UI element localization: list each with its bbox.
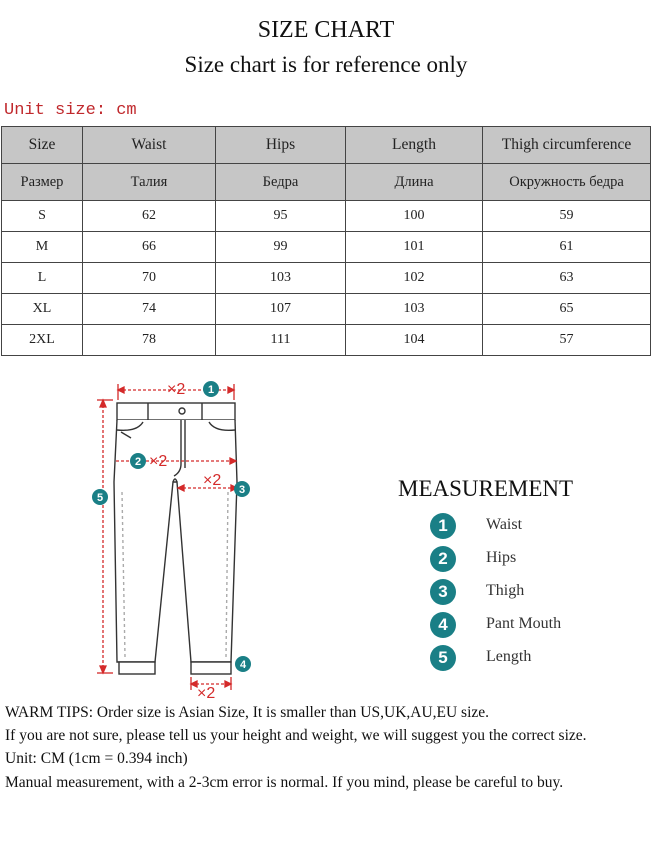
- number-3-icon: 3: [430, 579, 456, 605]
- table-row: [2, 232, 651, 263]
- measurement-title: MEASUREMENT: [398, 476, 574, 501]
- header-cell: Thigh circumference: [483, 127, 651, 164]
- table-cell: 101: [346, 232, 483, 263]
- table-cell: 104: [346, 325, 483, 356]
- legend-label: Length: [486, 648, 532, 665]
- header-cell: Талия: [83, 164, 216, 201]
- table-cell: XL: [2, 294, 83, 325]
- table-row: [2, 263, 651, 294]
- table-row: [2, 294, 651, 325]
- warm-tips: [5, 701, 650, 794]
- header-cell: Бедра: [216, 164, 346, 201]
- unit-label: Unit size: cm: [4, 101, 137, 120]
- header-cell: Length: [346, 127, 483, 164]
- hips-x2-label: ×2: [149, 453, 168, 470]
- marker-2-icon: [130, 453, 146, 469]
- tip-line: Unit: CM (1cm = 0.394 inch): [5, 750, 188, 768]
- header-cell: Size: [2, 127, 83, 164]
- number-2-icon: 2: [430, 546, 456, 572]
- table-cell: 59: [483, 201, 651, 232]
- number-1-icon: 1: [430, 513, 456, 539]
- number-5-icon: 5: [430, 645, 456, 671]
- legend-label: Pant Mouth: [486, 615, 562, 632]
- table-cell: 66: [83, 232, 216, 263]
- tip-line: If you are not sure, please tell us your height and weight, we will suggest you the correct size.: [5, 727, 587, 745]
- marker-5-icon: [92, 489, 108, 505]
- table-cell: 102: [346, 263, 483, 294]
- table-cell: 63: [483, 263, 651, 294]
- page-subtitle: Size chart is for reference only: [184, 52, 468, 77]
- header-cell: Окружность бедра: [483, 164, 651, 201]
- number-4-icon: 4: [430, 612, 456, 638]
- table-cell: 103: [216, 263, 346, 294]
- svg-text:4: 4: [239, 659, 247, 671]
- mouth-x2-label: ×2: [197, 685, 216, 702]
- table-row: [2, 325, 651, 356]
- svg-text:3: 3: [238, 484, 246, 496]
- svg-text:1: 1: [207, 384, 215, 396]
- header-cell: Размер: [2, 164, 83, 201]
- svg-text:2: 2: [134, 456, 142, 468]
- table-row: [2, 201, 651, 232]
- header-cell: Hips: [216, 127, 346, 164]
- tip-line: Manual measurement, with a 2-3cm error is normal. If you mind, please be careful to buy.: [5, 773, 564, 791]
- table-cell: 99: [216, 232, 346, 263]
- marker-3-icon: [234, 481, 250, 497]
- table-cell: 100: [346, 201, 483, 232]
- table-cell: 65: [483, 294, 651, 325]
- table-cell: 57: [483, 325, 651, 356]
- thigh-x2-label: ×2: [203, 472, 222, 489]
- table-cell: M: [2, 232, 83, 263]
- table-cell: 103: [346, 294, 483, 325]
- table-header-ru: [2, 164, 651, 201]
- legend-label: Thigh: [486, 582, 525, 599]
- table-cell: S: [2, 201, 83, 232]
- marker-1-icon: [203, 381, 219, 397]
- table-cell: 111: [216, 325, 346, 356]
- header-cell: Waist: [83, 127, 216, 164]
- pants-diagram: [85, 372, 265, 702]
- table-cell: 107: [216, 294, 346, 325]
- table-cell: 61: [483, 232, 651, 263]
- svg-text:5: 5: [96, 492, 104, 504]
- tip-line: WARM TIPS: Order size is Asian Size, It is smaller than US,UK,AU,EU size.: [5, 704, 490, 721]
- legend-label: Hips: [486, 549, 517, 566]
- table-cell: 74: [83, 294, 216, 325]
- table-cell: 2XL: [2, 325, 83, 356]
- marker-4-icon: [235, 656, 251, 672]
- waist-x2-label: ×2: [167, 381, 186, 398]
- table-cell: 95: [216, 201, 346, 232]
- table-header-en: [2, 127, 651, 164]
- table-cell: 78: [83, 325, 216, 356]
- page-title: SIZE CHART: [257, 17, 395, 43]
- legend-label: Waist: [486, 516, 523, 533]
- table-cell: 62: [83, 201, 216, 232]
- table-cell: 70: [83, 263, 216, 294]
- table-cell: L: [2, 263, 83, 294]
- size-table: [1, 126, 651, 356]
- header-cell: Длина: [346, 164, 483, 201]
